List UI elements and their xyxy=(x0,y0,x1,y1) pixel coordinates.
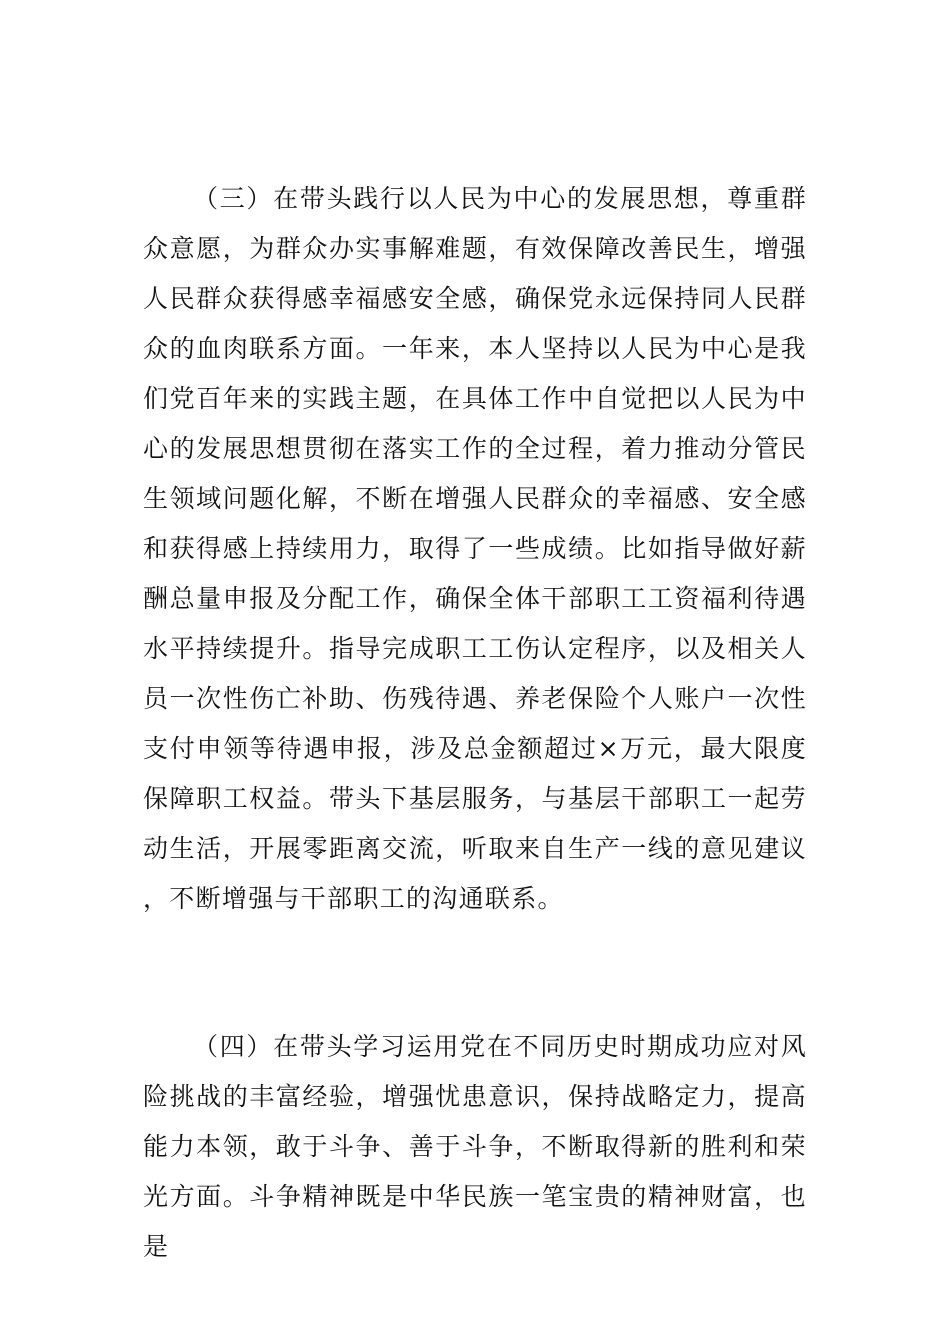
paragraph-section-3: （三）在带头践行以人民为中心的发展思想，尊重群众意愿，为群众办实事解难题，有效保障改善民生，增强人民群众获得感幸福感安全感，确保党永远保持同人民群众的血肉联系方面。一年来，本人坚持以人民为中心是我们党百年来的实践主题，在具体工作中自觉把以人民为中心的发展思想贯彻在落实工作的全过程，着力推动分管民生领域问题化解，不断在增强人民群众的幸福感、安全感和获得感上持续用力，取得了一些成绩。比如指导做好薪酬总量申报及分配工作，确保全体干部职工工资福利待遇水平持续提升。指导完成职工工伤认定程序，以及相关人员一次性伤亡补助、伤残待遇、养老保险个人账户一次性支付申领等待遇申报，涉及总金额超过×万元，最大限度保障职工权益。带头下基层服务，与基层干部职工一起劳动生活，开展零距离交流，听取来自生产一线的意见建议，不断增强与干部职工的沟通联系。 xyxy=(143,184,807,913)
paragraph-section-4: （四）在带头学习运用党在不同历史时期成功应对风险挑战的丰富经验，增强忧患意识，保持战略定力，提高能力本领，敢于斗争、善于斗争，不断取得新的胜利和荣光方面。斗争精神既是中华民族一笔宝贵的精神财富，也是 xyxy=(143,1032,807,1261)
